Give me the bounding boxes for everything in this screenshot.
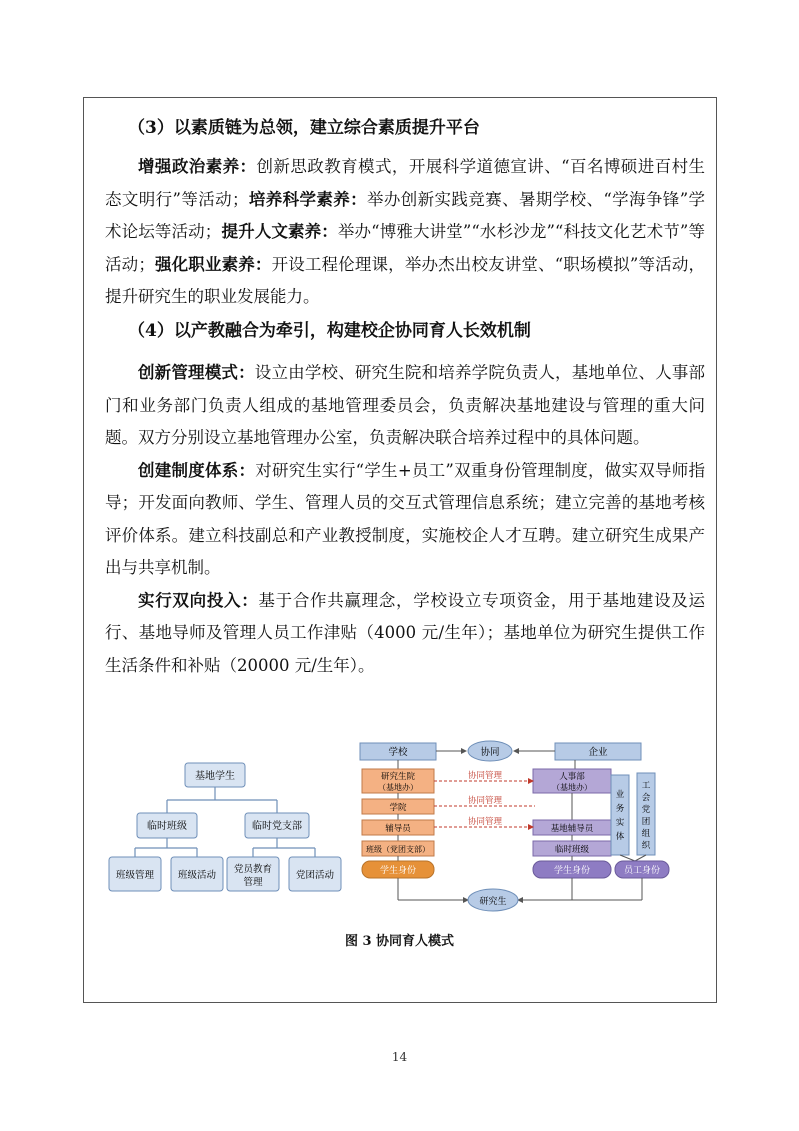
investment-paragraph xyxy=(105,585,705,683)
counselor-label: 辅导员 xyxy=(385,824,411,834)
section3-heading: （3）以素质链为总领，建立综合素质提升平台 xyxy=(128,118,480,138)
term-text: 创新思政教育模式，开展科学道德宣讲、“百名博硕进百村生态文明行”等活动； xyxy=(105,157,705,209)
section4-heading: （4）以产教融合为牵引，构建校企协同育人长效机制 xyxy=(128,321,531,341)
page-number: 14 xyxy=(391,1050,408,1064)
employee-id-label: 员工身份 xyxy=(623,866,661,876)
biz-entity-char-2: 务 xyxy=(615,804,625,814)
section4-body xyxy=(105,357,705,682)
union-org-char-2: 会 xyxy=(641,793,651,803)
org-temp-class-label: 临时班级 xyxy=(147,821,187,832)
bold-term: 提升人文素养： xyxy=(221,222,338,241)
cooperate-label: 协同 xyxy=(480,747,500,758)
grad-school-label-2: （基地办） xyxy=(378,783,418,792)
org-class-mgmt-label: 班级管理 xyxy=(115,870,155,881)
bold-term: 增强政治素养： xyxy=(138,157,257,176)
biz-entity-box xyxy=(611,775,629,855)
bold-term: 强化职业素养： xyxy=(154,254,272,274)
bold-term: 培养科学素养： xyxy=(248,189,368,209)
term-text: 举办“博雅大讲堂”“水杉沙龙”“科技文化艺术节”等活动； xyxy=(105,222,705,274)
org-class-activity-label: 班级活动 xyxy=(177,870,217,881)
org-party-edu-label-2: 管理 xyxy=(243,877,263,888)
grad-school-label-1: 研究生院 xyxy=(380,772,416,782)
coop-mgmt-label-3: 协同管理 xyxy=(467,817,503,827)
system-paragraph xyxy=(105,455,705,585)
management-paragraph xyxy=(105,357,705,455)
term-text: 开设工程伦理课，举办杰出校友讲堂、“职场模拟”等活动，提升研究生的职业发展能力。 xyxy=(105,254,705,306)
union-org-char-6: 织 xyxy=(641,841,651,851)
grad-student-label: 研究生 xyxy=(479,897,507,907)
union-org-char-1: 工 xyxy=(641,781,651,791)
class-party-label: 班级（党团支部） xyxy=(366,845,430,854)
bold-term: 创建制度体系： xyxy=(138,460,256,480)
collaborative-model-figure xyxy=(105,735,695,915)
union-org-char-5: 组 xyxy=(641,829,651,839)
union-org-char-3: 党 xyxy=(641,805,651,815)
org-party-activity-label: 党团活动 xyxy=(295,870,335,881)
bold-term: 创新管理模式： xyxy=(138,363,255,382)
hr-label-2: （基地办） xyxy=(552,783,592,792)
org-party-edu-label-1: 党员教育 xyxy=(233,864,273,875)
college-label: 学院 xyxy=(389,803,407,813)
biz-entity-char-1: 业 xyxy=(615,790,625,800)
union-org-char-4: 团 xyxy=(641,817,651,827)
bold-term: 实行双向投入： xyxy=(138,590,259,610)
term-text: 基于合作共赢理念，学校设立专项资金，用于基地建设及运行、基地导师及管理人员工作津贴（4000 元/生年）；基地单位为研究生提供工作生活条件和补贴（20000 元/生年）。 xyxy=(105,590,705,675)
term-text: 举办创新实践竞赛、暑期学校、“学海争锋”学术论坛等活动； xyxy=(105,189,706,241)
section3-paragraph xyxy=(105,151,705,314)
section3-body xyxy=(105,151,705,314)
term-text: 设立由学校、研究生院和培养学院负责人，基地单位、人事部门和业务部门负责人组成的基地管理委员会，负责解决基地建设与管理的重大问题。双方分别设立基地管理办公室，负责解决联合培养过程中的具体问题。 xyxy=(105,363,706,447)
coop-mgmt-label-1: 协同管理 xyxy=(467,771,503,781)
org-chart xyxy=(109,763,341,891)
student-id-right-label: 学生身份 xyxy=(553,866,591,876)
base-counselor-label: 基地辅导员 xyxy=(550,824,594,834)
temp-class-label: 临时班级 xyxy=(554,845,590,855)
org-root-label: 基地学生 xyxy=(195,771,235,782)
org-temp-party-label: 临时党支部 xyxy=(252,821,302,832)
student-id-left-label: 学生身份 xyxy=(379,866,417,876)
enterprise-label: 企业 xyxy=(588,747,608,758)
term-text: 对研究生实行“学生+员工”双重身份管理制度，做实双导师指导；开发面向教师、学生、管理人员的交互式管理信息系统；建立完善的基地考核评价体系。建立科技副总和产业教授制度，实施校企人才互聘。建立研究生成果产出与共享机制。 xyxy=(105,460,706,577)
biz-entity-char-3: 实 xyxy=(615,818,625,828)
biz-entity-char-4: 体 xyxy=(615,832,625,842)
figure-caption: 图 3 协同育人模式 xyxy=(344,934,455,949)
flow-chart xyxy=(360,741,669,911)
coop-mgmt-label-2: 协同管理 xyxy=(467,796,503,806)
hr-label-1: 人事部 xyxy=(559,772,585,782)
school-label: 学校 xyxy=(388,747,408,758)
